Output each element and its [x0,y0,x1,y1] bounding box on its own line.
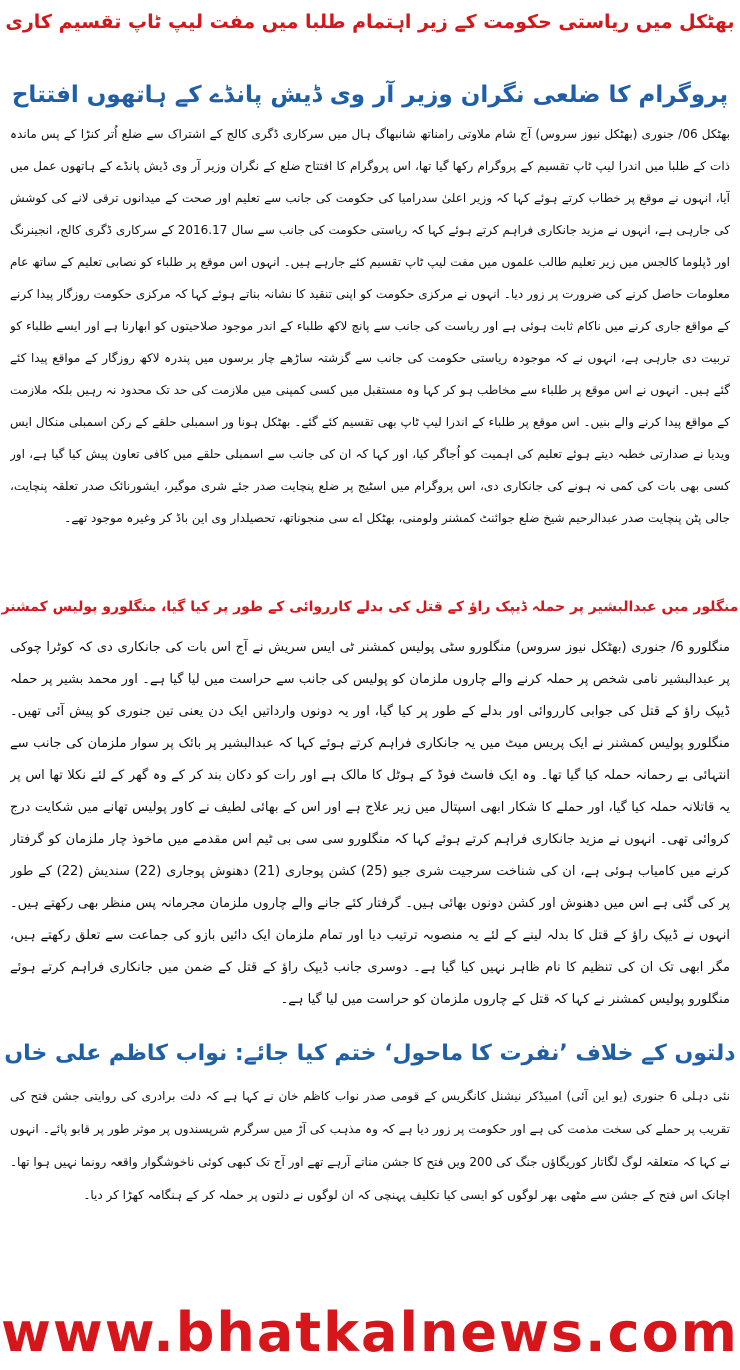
website-url-footer: www.bhatkalnews.com [1,1301,739,1364]
article3-body: نئی دہلی 6 جنوری (یو این آئی) امبیڈکر نیشنل کانگریس کے قومی صدر نواب کاظم خان نے کہا ہے کہ دلت برادری کی روایتی جشن فتح کی تقریب پر حملے کی سخت مذمت کی ہے اور حکومت پر زور دیا ہے کہ وہ مذہب کی آڑ میں سرگرم شرپسندوں پر موثر طور پر قابو پائے۔ انہوں نے کہا کہ متعلقہ لوگ لگاتار کوریگاؤں جنگ کی 200 ویں فتح کا جشن مناتے آرہے تھے اور آج تک کبھی کوئی ناخوشگوار واقعہ رونما نہیں ہوا تھا۔ اچانک اس فتح کے جشن سے مٹھی بھر لوگوں کو ایسی کیا تکلیف پہنچی کہ ان لوگوں نے دلتوں پر حملہ کر کے ہنگامہ کھڑا کر دیا۔ [10,1089,730,1202]
article2-body: منگلورو 6/ جنوری (بھٹکل نیوز سروس) منگلورو سٹی پولیس کمشنر ٹی ایس سریش نے آج اس بات کی جانکاری دی کہ کوٹرا چوکی پر عبدالبشیر نامی شخص پر حملہ کرنے والے چاروں ملزمان کو پولیس کی جانب سے حراست میں لیا گیا ہے۔ اور محمد بشیر پر حملہ ڈیپک راؤ کے قتل کی جوابی کارروائی اور بدلے کے طور پر کیا گیا، اور یہ دونوں وارداتیں ایک دن یعنی تین جنوری کو پیش آئی تھیں۔ منگلورو پولیس کمشنر نے ایک پریس میٹ میں یہ جانکاری فراہم کرتے ہوئے کہا کہ عبدالبشیر پر بائک پر سوار ملزمان کی جانب سے انتہائی بے رحمانہ حملہ کیا گیا تھا۔ وہ ایک فاسٹ فوڈ کے ہوٹل کا مالک ہے اور رات کو دکان بند کر کے وہ گھر کے لئے نکلا تھا اس پر یہ قاتلانہ حملہ کیا گیا، اور حملے کا شکار ابھی اسپتال میں زیر علاج ہے اور اس کے بھائی لطیف نے کاور پولیس تھانے میں شکایت درج کروائی تھی۔ انہوں نے مزید جانکاری فراہم کرتے ہوئے کہا کہ منگلورو سی سی بی ٹیم اس مقدمے میں ماخوذ چار ملزمان کو گرفتار کرنے میں کامیاب ہوئی ہے، ان کی شناخت سرجیت شری جیو (25) کشن پوجاری (21) دھنوش پوجاری (22) سندیش (22) کے طور پر کی گئی ہے اس میں دھنوش اور کشن دونوں بھائی ہیں۔ گرفتار کئے جانے والے چاروں ملزمان مجرمانہ پس منظر بھی رکھتے ہیں۔ انہوں نے ڈیپک راؤ کے قتل کا بدلہ لینے کے لئے یہ منصوبہ ترتیب دیا اور تمام ملزمان ایک دائیں بازو کی جماعت سے تعلق رکھتے ہیں، مگر ابھی تک ان کی تنظیم کا نام ظاہر نہیں کیا گیا ہے۔ دوسری جانب ڈیپک راؤ کے قتل کے ضمن میں جانکاری فراہم کرتے ہوئے منگلورو پولیس کمشنر نے کہا کہ قتل کے چاروں ملزمان کو حراست میں لیا گیا ہے۔ [10,640,730,1007]
article1-headline-line1: بھٹکل میں ریاستی حکومت کے زیر اہتمام طلبا میں مفت لیپ ٹاپ تقسیم کاری [5,11,735,33]
article2-headline: منگلور میں عبدالبشیر پر حملہ ڈیپک راؤ کے قتل کی بدلے کارروائی کے طور پر کیا گیا، منگلورو پولیس کمشنر [1,599,739,615]
article1-headline-line2: پروگرام کا ضلعی نگران وزیر آر وی ڈیش پانڈے کے ہاتھوں افتتاح [11,82,729,108]
article3-headline: دلتوں کے خلاف ’نفرت کا ماحول‘ ختم کیا جائے: نواب کاظم علی خاں [4,1041,736,1066]
article1-body: بھٹکل 06/ جنوری (بھٹکل نیوز سروس) آج شام ملاوتی رامناتھ شانبھاگ ہال میں سرکاری ڈگری کالج کے اشتراک سے ضلع اُتر کنڑا کے پس ماندہ ذات کے طلبا میں اندرا لیپ ٹاپ تقسیم کے پروگرام رکھا گیا تھا، اس پروگرام کا افتتاح ضلع کے نگران وزیر آر وی ڈیش پانڈے کے ہاتھوں عمل میں آیا، انہوں نے موقع پر خطاب کرتے ہوئے کہا کہ وزیر اعلیٰ سدرامیا کی حکومت کی جانب سے تعلیم اور صحت کے میدانوں ترقی لانے کی کوشش کی جارہی ہے، انہوں نے مزید جانکاری فراہم کرتے ہوئے کہا کہ ریاستی حکومت کی جانب سے سال 2016.17 کے سرکاری ڈگری کالج، انجینرنگ اور ڈپلوما کالجس میں زیر تعلیم طالب علموں میں مفت لیپ ٹاپ تقسیم کئے جارہے ہیں۔ انہوں اس موقع پر طلباء کو نصابی تعلیم کے ساتھ عام معلومات حاصل کرنے کی ضرورت پر زور دیا۔ انہوں نے مرکزی حکومت کو اپنی تنقید کا نشانہ بناتے ہوئے کہا کہ مرکزی حکومت روزگار پیدا کرنے کے مواقع جاری کرنے میں ناکام ثابت ہوئی ہے اور ریاست کی جانب سے پانچ لاکھ طلباء کے اندر موجود صلاحیتوں کو ابھارنا ہے اور ایسے طلباء کو تربیت دی جارہی ہے، انہوں نے کہ موجودہ ریاستی حکومت کی جانب سے گزشتہ ساڑھے چار برسوں میں پندرہ لاکھ روزگار کے مواقع پیدا کئے گئے ہیں۔ انہوں نے اس موقع پر طلباء سے مخاطب ہو کر کہا وہ مستقبل میں کسی کمپنی میں ملازمت کی حد تک محدود نہ رہیں بلکہ ملازمت کے مواقع پیدا کرنے والے بنیں۔ اس موقع پر طلباء کے اندرا لیپ ٹاپ بھی تقسیم کئے گئے۔ بھٹکل ہونا ور اسمبلی حلقے کے رکن اسمبلی منکال ایس ویدیا نے صدارتی خطبہ دیتے ہوئے تعلیم کی اہمیت کو اُجاگر کیا، اور کہا کہ ان کی جانب سے اسمبلی حلقے میں کافی تعاون پیش کیا گیا ہے، اور کسی بھی بات کی کمی نہ ہونے کی جانکاری دی، اس پروگرام میں اسٹیج پر ضلع پنچایت صدر جئے شری موگیر، ایشورنائک صدر تعلقہ پنچایت، جالی پٹن پنچایت صدر عبدالرحیم شیخ ضلع جوائنٹ کمشنر ولومنی، بھٹکل اے سی منجوناتھ، تحصیلدار وی این باڈ کر وغیرہ موجود تھے۔ [10,127,730,525]
